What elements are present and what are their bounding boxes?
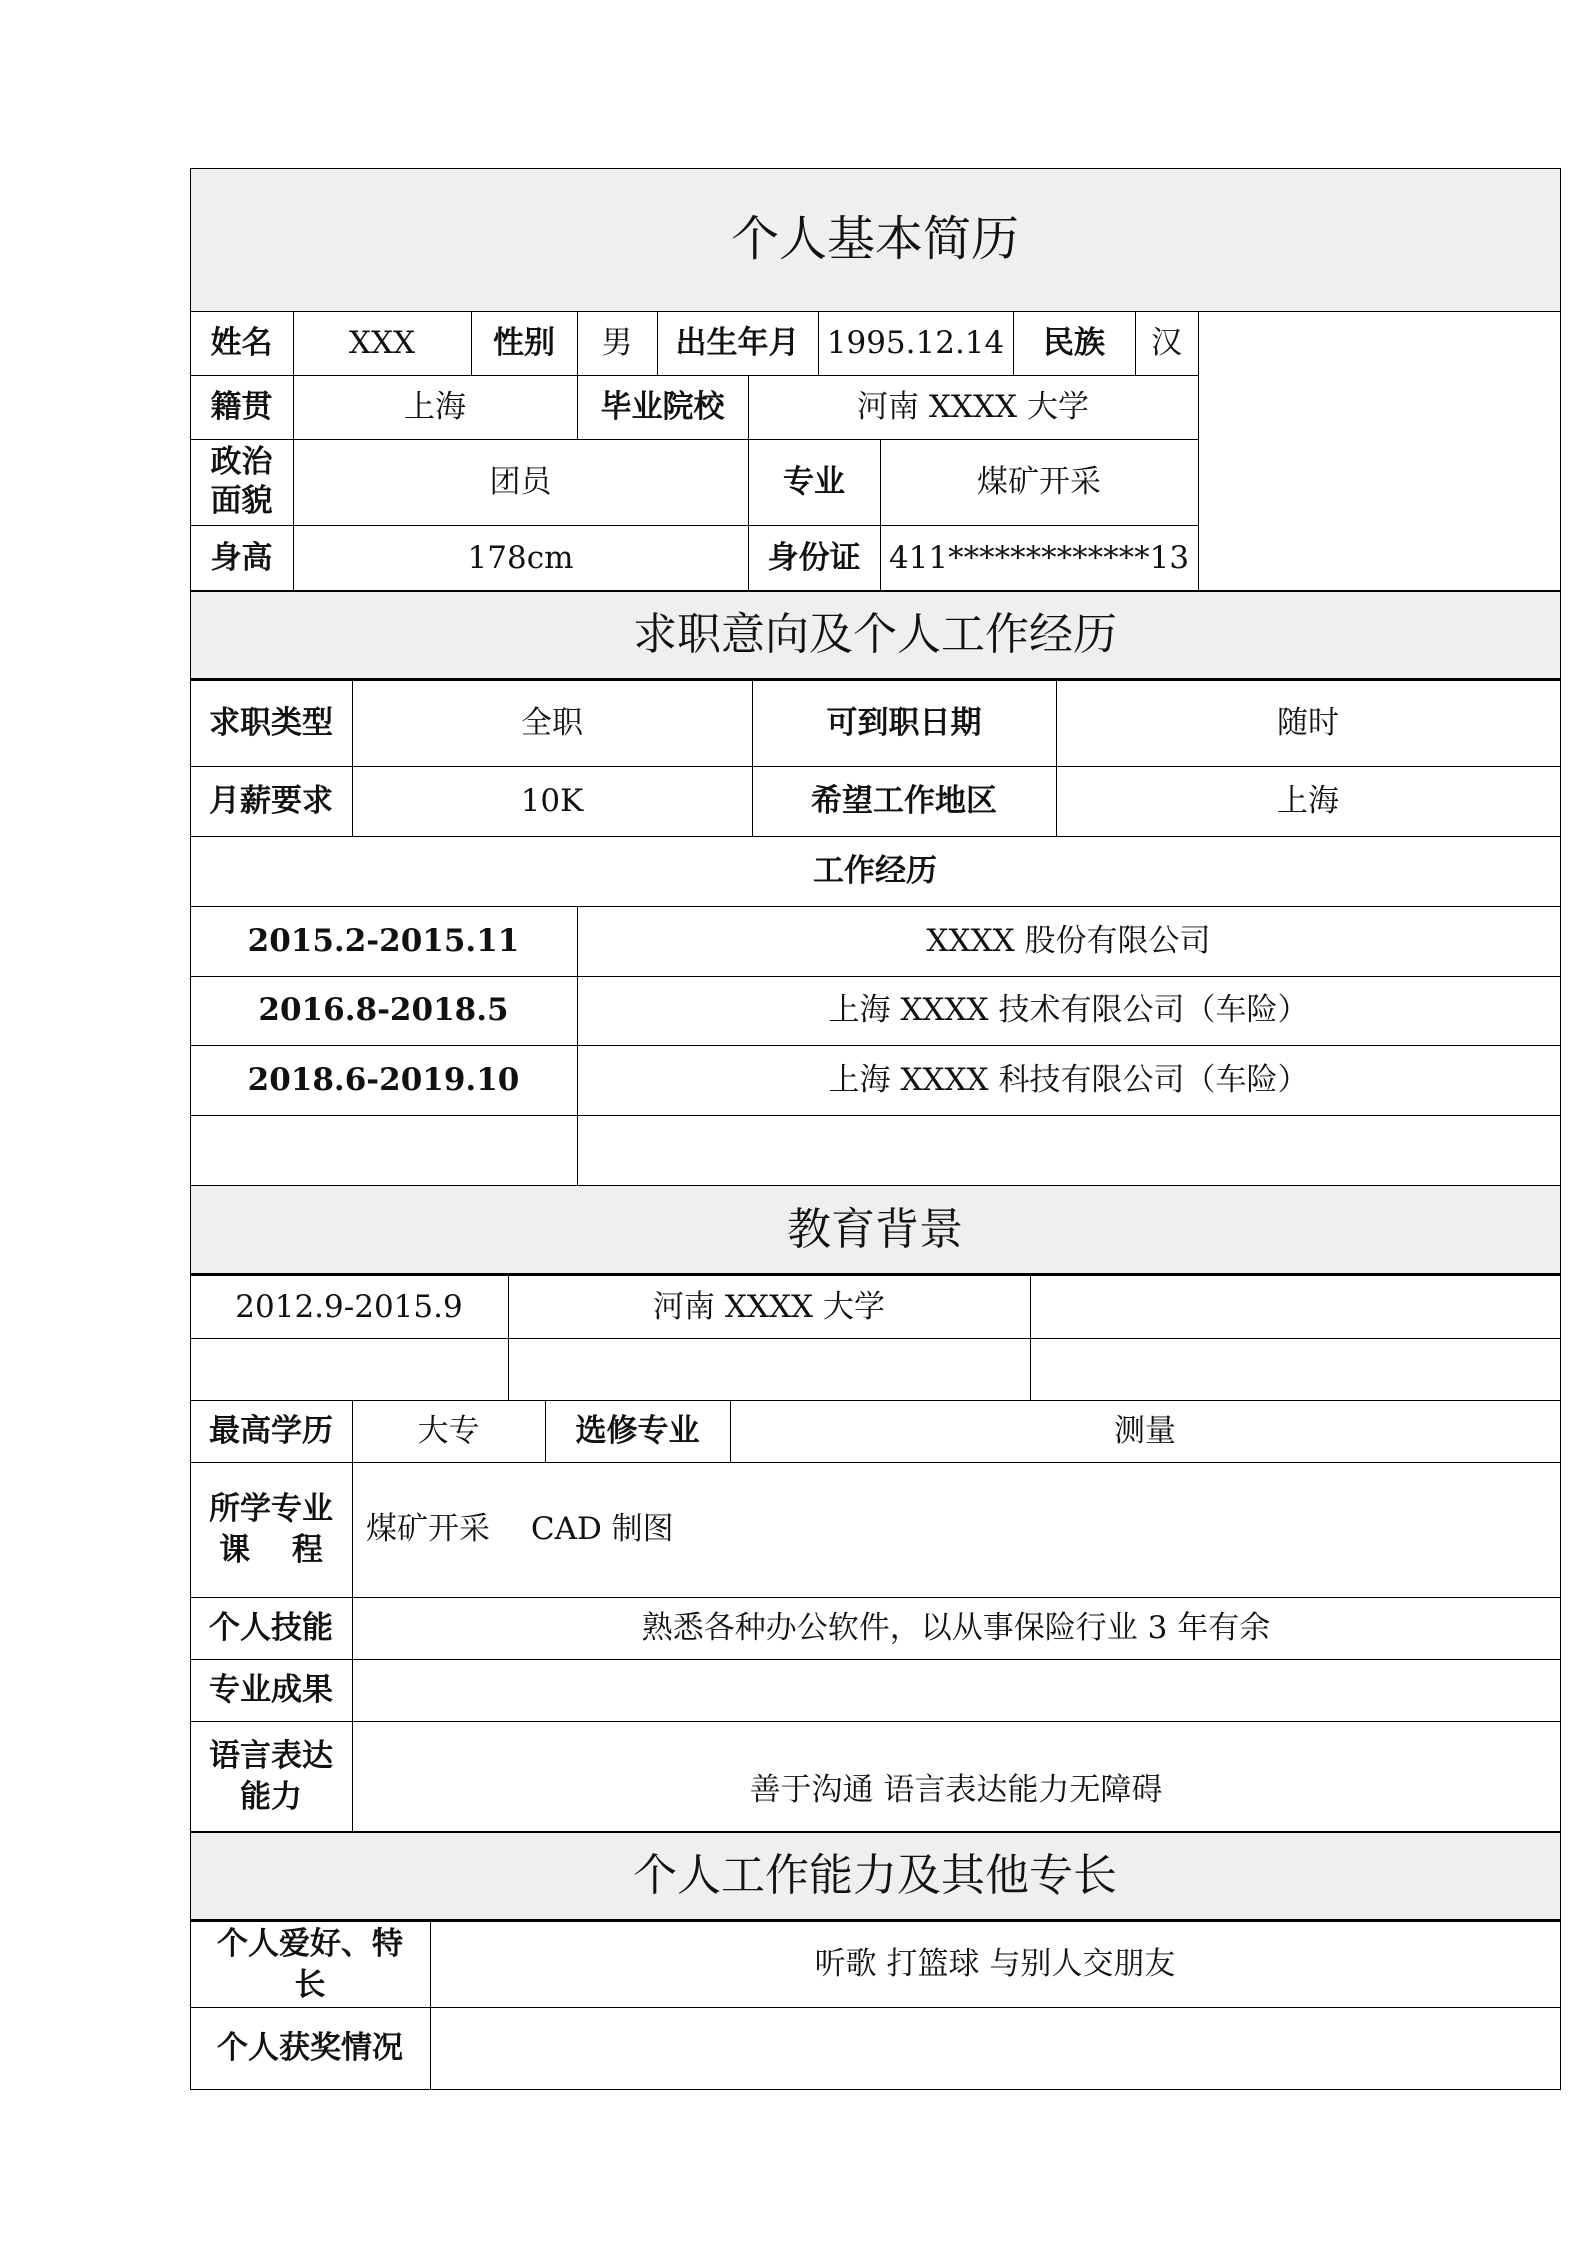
birth-value: 1995.12.14: [826, 324, 1005, 361]
id-label: 身份证: [767, 539, 861, 576]
region-value: 上海: [1277, 782, 1339, 819]
gender-label: 性别: [493, 324, 555, 361]
salary-value: 10K: [520, 782, 584, 819]
section-title-other: 个人工作能力及其他专长: [190, 1832, 1560, 1919]
ethnicity-label: 民族: [1043, 324, 1105, 361]
height-value: 178cm: [467, 539, 574, 576]
achievements-label: 专业成果: [209, 1671, 333, 1708]
work-period: 2016.8-2018.5: [258, 992, 509, 1029]
hobbies-value: 听歌 打篮球 与别人交朋友: [814, 1946, 1176, 1983]
id-value: 411*************13: [888, 539, 1190, 576]
section-title-intent: 求职意向及个人工作经历: [190, 591, 1560, 678]
hobbies-label: 个人爱好、特 长: [217, 1926, 403, 2003]
ethnicity-value: 汉: [1151, 324, 1182, 361]
major-label: 专业: [783, 463, 845, 500]
awards-label: 个人获奖情况: [217, 2029, 403, 2066]
elective-value: 测量: [1114, 1412, 1176, 1449]
politics-value: 团员: [489, 463, 552, 500]
work-company: 上海 XXXX 技术有限公司（车险）: [828, 992, 1309, 1029]
hometown-label: 籍贯: [210, 388, 273, 425]
politics-label: 政治 面貌: [210, 444, 273, 519]
edu-period: 2012.9-2015.9: [235, 1288, 463, 1325]
edu-school: 河南 XXXX 大学: [653, 1288, 885, 1325]
language-value: 善于沟通 语言表达能力无障碍: [749, 1772, 1163, 1809]
start-date-value: 随时: [1277, 705, 1339, 742]
work-period: 2015.2-2015.11: [247, 922, 520, 959]
section-title-education: 教育背景: [190, 1186, 1560, 1273]
elective-label: 选修专业: [575, 1412, 700, 1449]
work-company: XXXX 股份有限公司: [926, 922, 1211, 959]
courses-value: 煤矿开采 CAD 制图: [366, 1511, 674, 1548]
work-history-title: 工作经历: [813, 852, 937, 889]
school-value: 河南 XXXX 大学: [857, 388, 1089, 425]
salary-label: 月薪要求: [209, 782, 333, 819]
start-date-label: 可到职日期: [826, 705, 982, 742]
resume-title: 个人基本简历: [190, 168, 1560, 311]
degree-value: 大专: [417, 1412, 480, 1449]
job-type-label: 求职类型: [209, 705, 333, 742]
gender-value: 男: [601, 324, 633, 361]
courses-label: 所学专业 课 程: [209, 1491, 333, 1568]
work-company: 上海 XXXX 科技有限公司（车险）: [828, 1061, 1309, 1098]
school-label: 毕业院校: [600, 388, 725, 425]
degree-label: 最高学历: [209, 1412, 333, 1449]
skills-value: 熟悉各种办公软件，以从事保险行业 3 年有余: [641, 1609, 1271, 1646]
birth-label: 出生年月: [675, 324, 800, 361]
name-label: 姓名: [210, 324, 273, 361]
height-label: 身高: [210, 539, 273, 576]
skills-label: 个人技能: [209, 1609, 333, 1646]
language-label: 语言表达 能力: [209, 1738, 333, 1815]
work-period: 2018.6-2019.10: [247, 1061, 520, 1098]
job-type-value: 全职: [521, 705, 583, 742]
hometown-value: 上海: [404, 388, 466, 425]
region-label: 希望工作地区: [811, 782, 997, 819]
name-value: XXX: [348, 324, 416, 361]
major-value: 煤矿开采: [977, 463, 1101, 500]
